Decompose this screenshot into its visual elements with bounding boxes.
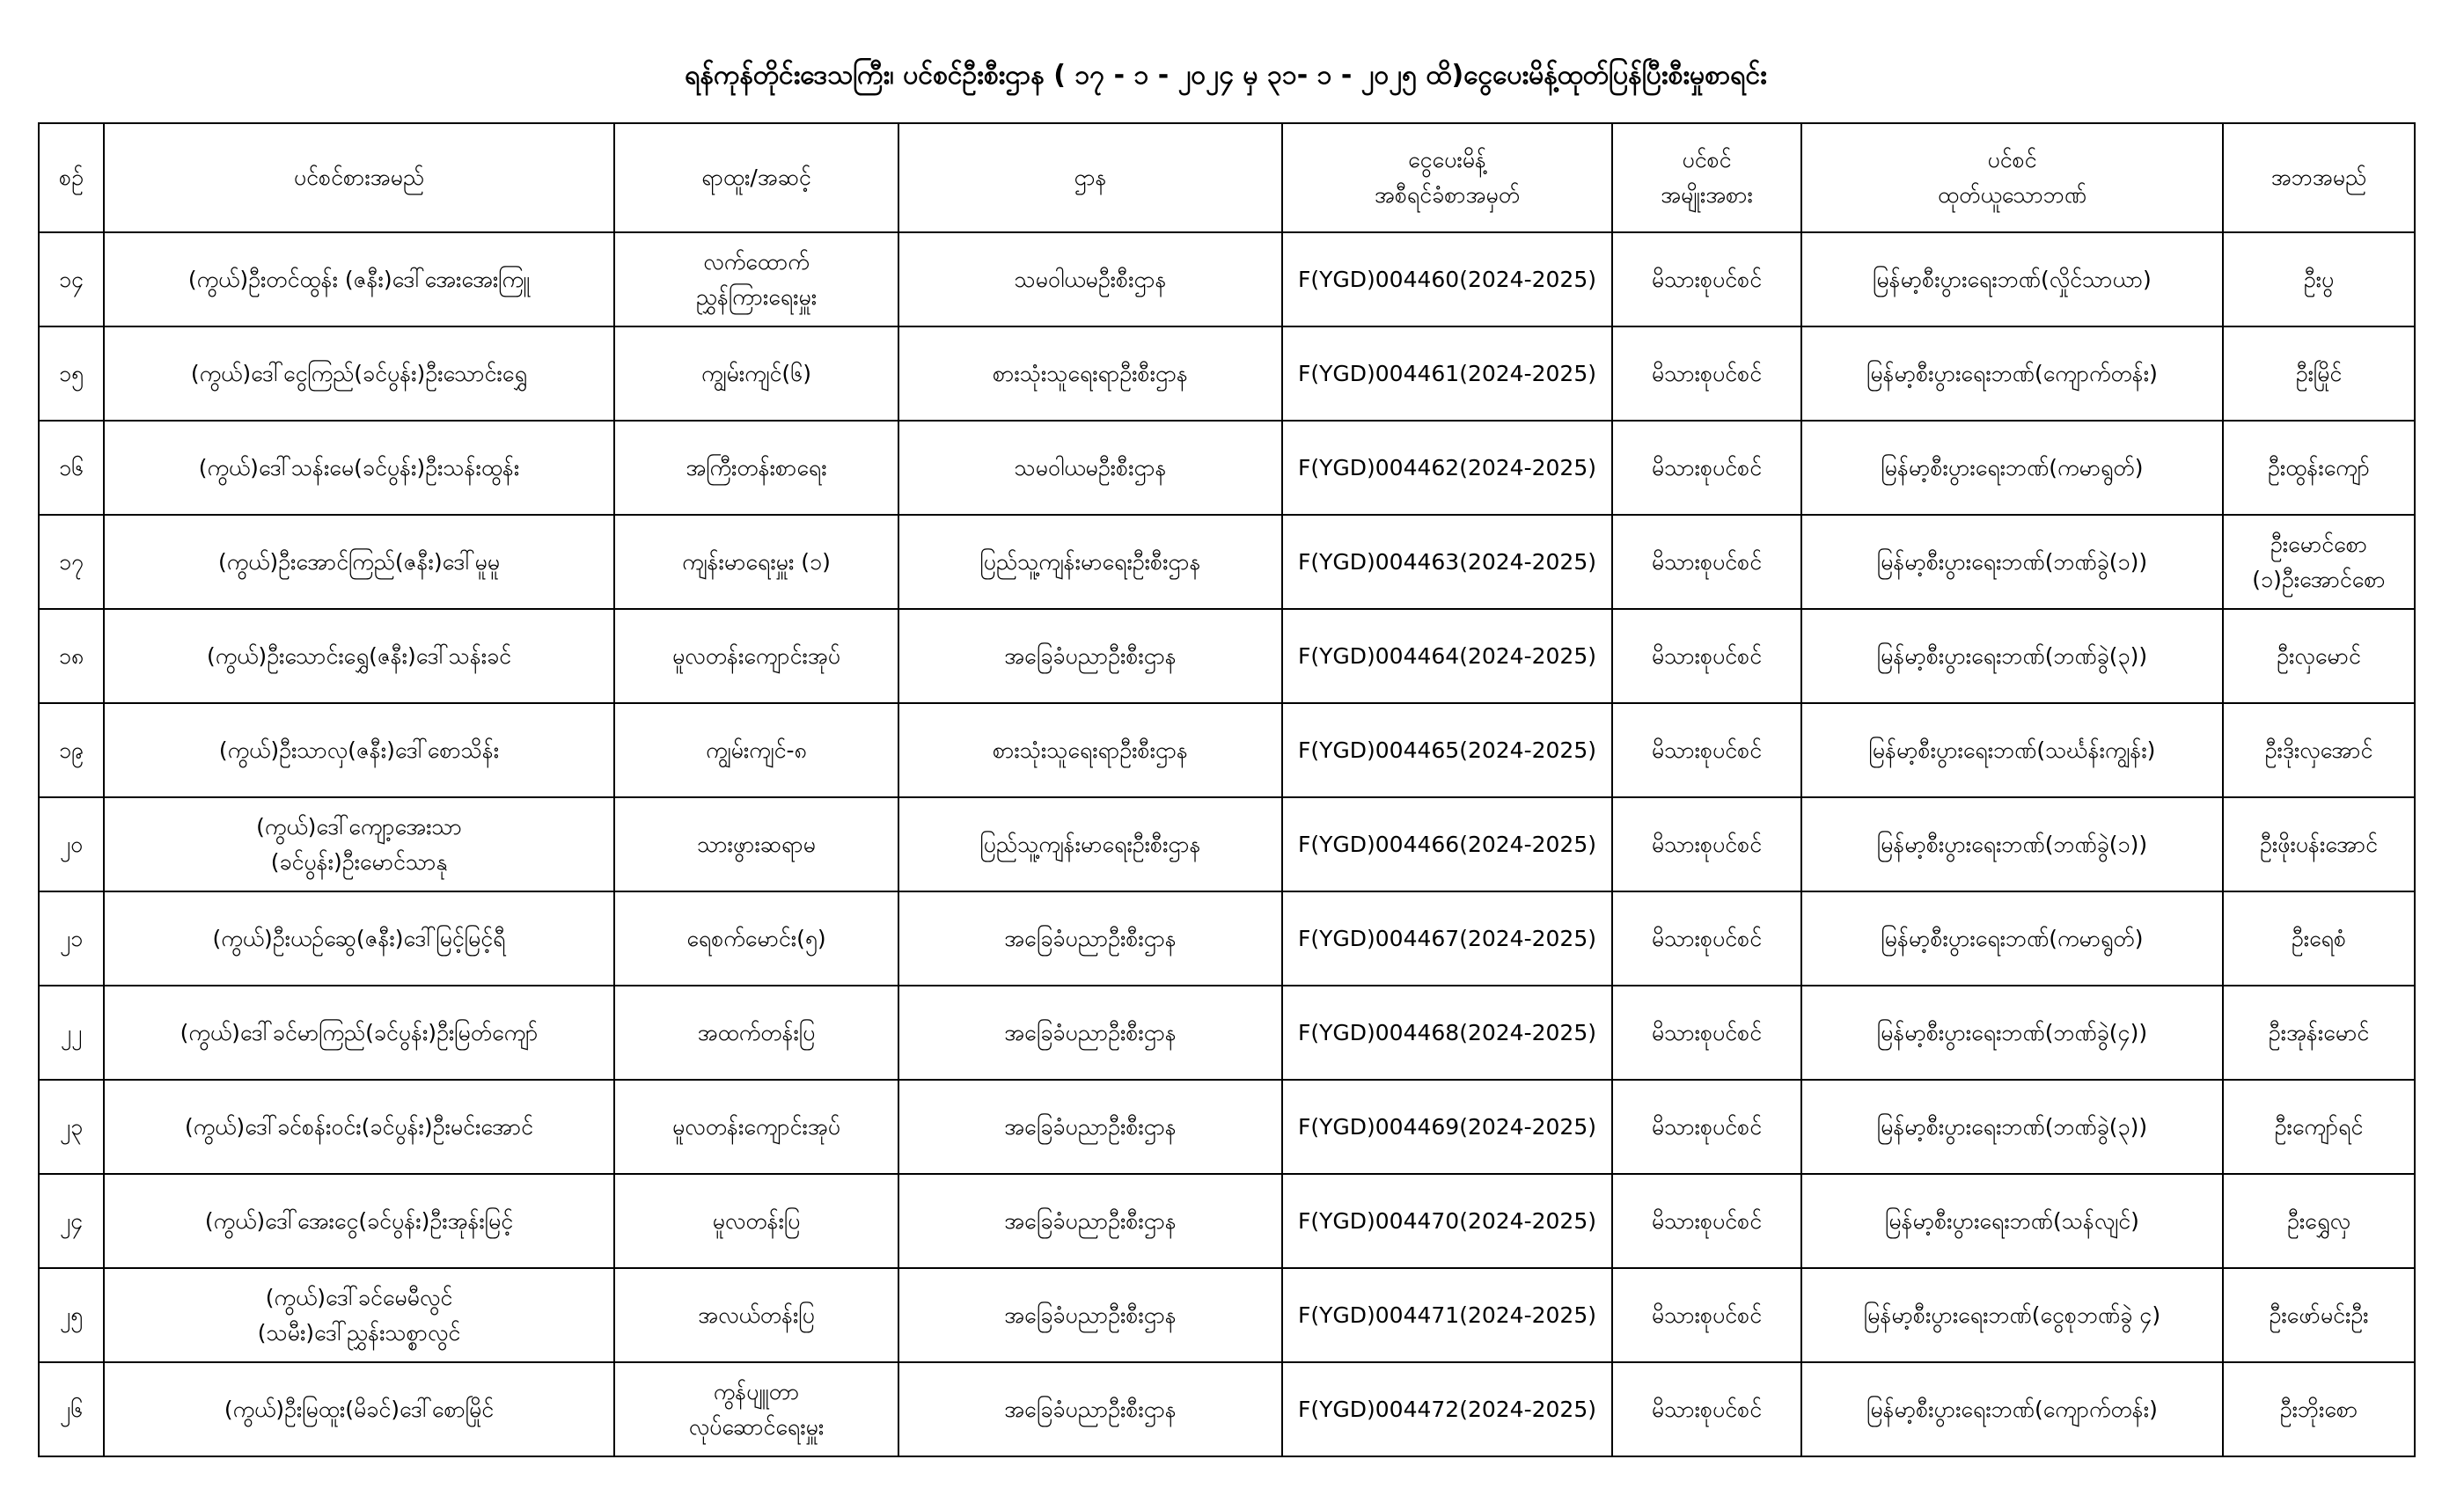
table-row: [39, 609, 2415, 703]
cell-serial-no: [39, 421, 104, 515]
cell-text: (ကွယ်)ဦးယဉ်ဆွေ(ဇနီး)ဒေါ်မြင့်မြင့်ရီ: [212, 925, 506, 951]
cell-pension-type: [1612, 232, 1801, 326]
cell-pension-bank: [1801, 1080, 2223, 1174]
cell-department: [898, 1362, 1282, 1456]
header-position-rank: [614, 123, 898, 232]
cell-text: မူလတန်းကျောင်းအုပ်: [671, 642, 841, 669]
cell-pensioner-name: [104, 986, 614, 1080]
table-row: [39, 1174, 2415, 1268]
cell-payment-order-report-no: [1282, 986, 1612, 1080]
cell-text: (ကွယ်)ဦးတင်ထွန်း (ဇနီး)ဒေါ်အေးအေးကြူ: [187, 266, 531, 292]
cell-pension-bank: [1801, 986, 2223, 1080]
cell-pension-type: [1612, 986, 1801, 1080]
cell-text: ဦးရွှေလှ: [2286, 1207, 2351, 1234]
header-label: ပင်စင်: [1987, 147, 2037, 172]
cell-payment-order-report-no: [1282, 515, 1612, 609]
cell-text: အခြေခံပညာဦးစီးဌာန: [1004, 1207, 1177, 1234]
cell-text: အလယ်တန်းပြ: [698, 1302, 815, 1328]
cell-text: အခြေခံပညာဦးစီးဌာန: [1004, 1113, 1177, 1140]
cell-pension-bank: [1801, 232, 2223, 326]
table-row: [39, 797, 2415, 891]
cell-text: ၂၂: [60, 1019, 83, 1045]
cell-text: ၁၆: [58, 454, 84, 480]
header-pensioner-name: [104, 123, 614, 232]
cell-text: (ကွယ်)ဒေါ်ခင်မေမီလွင်: [265, 1284, 453, 1310]
cell-text: ဦးရေစံ: [2291, 925, 2347, 951]
cell-pension-bank: [1801, 515, 2223, 609]
cell-text: ၁၄: [58, 266, 84, 292]
cell-text: မိသားစုပင်စင်: [1651, 360, 1763, 386]
table-row: [39, 232, 2415, 326]
cell-text: ဦးထွန်းကျော်: [2268, 454, 2370, 480]
cell-text: မြန်မာ့စီးပွားရေးဘဏ်(ဘဏ်ခွဲ(၁)): [1876, 831, 2148, 857]
header-label: ဌာန: [1074, 165, 1107, 190]
cell-text: ဦးလှမောင်: [2277, 642, 2361, 669]
cell-pensioner-name: [104, 1174, 614, 1268]
cell-text: ကျန်းမာရေးမှူး (၁): [682, 548, 831, 575]
cell-text: မိသားစုပင်စင်: [1651, 548, 1763, 575]
cell-text: မြန်မာ့စီးပွားရေးဘဏ်(သင်္ဃန်းကျွန်း): [1868, 737, 2156, 763]
cell-text: လုပ်ဆောင်ရေးမှူး: [688, 1413, 825, 1440]
cell-position-rank: [614, 703, 898, 797]
cell-text: F(YGD)004466(2024-2025): [1298, 831, 1596, 857]
page-title: ရန်ကုန်တိုင်းဒေသကြီး၊ ပင်စင်ဦးစီးဌာန ( ၁၇ - ၁ - ၂၀၂၄ မှ ၃၁- ၁ - ၂၀၂၅ ထိ)ငွေပေးမိန့်ထုတ်ပြန်ပြီးစီးမှုစာရင်း: [685, 60, 1767, 91]
cell-text: ၂၄: [59, 1207, 84, 1234]
cell-pension-type: [1612, 515, 1801, 609]
cell-text: ၂၀: [59, 831, 84, 857]
cell-father-name: [2223, 1174, 2415, 1268]
cell-position-rank: [614, 986, 898, 1080]
cell-text: ဦးကျော်ရင်: [2274, 1113, 2364, 1140]
cell-text: F(YGD)004472(2024-2025): [1298, 1396, 1596, 1422]
cell-text: ၁၈: [58, 642, 84, 669]
cell-text: (ကွယ်)ဦးအောင်ကြည်(ဇနီး)ဒေါ်မူမူ: [217, 548, 501, 575]
cell-text: စားသုံးသူရေးရာဦးစီးဌာန: [993, 360, 1188, 386]
cell-father-name: [2223, 703, 2415, 797]
cell-text: F(YGD)004460(2024-2025): [1298, 266, 1596, 292]
cell-father-name: [2223, 421, 2415, 515]
cell-text: မိသားစုပင်စင်: [1651, 1207, 1763, 1234]
cell-text: ၁၉: [58, 737, 84, 763]
cell-text: ၂၁: [59, 925, 84, 951]
table-row: [39, 1268, 2415, 1362]
cell-position-rank: [614, 515, 898, 609]
cell-position-rank: [614, 1174, 898, 1268]
cell-department: [898, 797, 1282, 891]
cell-father-name: [2223, 1362, 2415, 1456]
cell-text: မိသားစုပင်စင်: [1651, 266, 1763, 292]
cell-serial-no: [39, 703, 104, 797]
cell-text: အခြေခံပညာဦးစီးဌာန: [1004, 1302, 1177, 1328]
header-department: [898, 123, 1282, 232]
cell-position-rank: [614, 797, 898, 891]
cell-department: [898, 1080, 1282, 1174]
cell-text: မြန်မာ့စီးပွားရေးဘဏ်(သန်လျင်): [1885, 1207, 2139, 1234]
cell-text: မြန်မာ့စီးပွားရေးဘဏ်(ကျောက်တန်း): [1866, 1396, 2158, 1422]
cell-text: (ကွယ်)ဒေါ်ခင်စန်းဝင်း(ခင်ပွန်း)ဦးမင်းအောင်: [184, 1113, 534, 1140]
cell-pension-bank: [1801, 421, 2223, 515]
cell-pension-bank: [1801, 326, 2223, 421]
pension-list-table: [38, 122, 2416, 1457]
cell-payment-order-report-no: [1282, 326, 1612, 421]
cell-position-rank: [614, 326, 898, 421]
cell-text: ၂၃: [59, 1113, 84, 1140]
cell-father-name: [2223, 797, 2415, 891]
cell-pensioner-name: [104, 1362, 614, 1456]
table-row: [39, 986, 2415, 1080]
cell-text: သမဝါယမဦးစီးဌာန: [1014, 266, 1167, 292]
cell-payment-order-report-no: [1282, 609, 1612, 703]
header-label: အစီရင်ခံစာအမှတ်: [1374, 182, 1521, 208]
cell-father-name: [2223, 515, 2415, 609]
cell-text: F(YGD)004467(2024-2025): [1298, 925, 1596, 951]
header-label: ငွေပေးမိန့်: [1408, 147, 1486, 172]
cell-serial-no: [39, 1080, 104, 1174]
cell-serial-no: [39, 797, 104, 891]
cell-text: ဦးဘိုးစော: [2279, 1396, 2358, 1422]
cell-text: ကွန်ပျူတာ: [713, 1378, 800, 1404]
table-row: [39, 891, 2415, 986]
cell-serial-no: [39, 1174, 104, 1268]
cell-payment-order-report-no: [1282, 1268, 1612, 1362]
cell-pension-type: [1612, 1080, 1801, 1174]
cell-text: မြန်မာ့စီးပွားရေးဘဏ်(လှိုင်သာယာ): [1873, 266, 2152, 292]
header-label: အဘအမည်: [2270, 165, 2367, 190]
cell-position-rank: [614, 232, 898, 326]
cell-text: မြန်မာ့စီးပွားရေးဘဏ်(ငွေစုဘဏ်ခွဲ ၄): [1863, 1302, 2161, 1328]
cell-text: မိသားစုပင်စင်: [1651, 831, 1763, 857]
table-row: [39, 326, 2415, 421]
header-label: အမျိုးအစား: [1661, 182, 1753, 208]
cell-department: [898, 515, 1282, 609]
cell-serial-no: [39, 609, 104, 703]
cell-serial-no: [39, 986, 104, 1080]
cell-text: အထက်တန်းပြ: [697, 1019, 816, 1045]
cell-text: ရေစက်မောင်း(၅): [686, 925, 826, 951]
cell-pension-type: [1612, 891, 1801, 986]
cell-text: F(YGD)004463(2024-2025): [1298, 548, 1596, 575]
cell-text: မိသားစုပင်စင်: [1651, 1019, 1763, 1045]
cell-text: (ကွယ်)ဒေါ်သန်းမေ(ခင်ပွန်း)ဦးသန်းထွန်း: [198, 454, 520, 480]
header-father-name: [2223, 123, 2415, 232]
table-body: [39, 232, 2415, 1456]
cell-serial-no: [39, 232, 104, 326]
header-label: ပင်စင်: [1682, 147, 1732, 172]
cell-text: မြန်မာ့စီးပွားရေးဘဏ်(ကမာရွတ်): [1881, 925, 2144, 951]
cell-text: ညွှန်ကြားရေးမှူး: [695, 283, 818, 310]
cell-department: [898, 609, 1282, 703]
cell-text: အခြေခံပညာဦးစီးဌာန: [1004, 1396, 1177, 1422]
cell-father-name: [2223, 609, 2415, 703]
cell-text: မူလတန်းပြ: [712, 1207, 801, 1234]
cell-text: ဦးပွ: [2303, 266, 2335, 292]
cell-pension-bank: [1801, 1362, 2223, 1456]
cell-text: F(YGD)004462(2024-2025): [1298, 454, 1596, 480]
cell-text: ဦးဖော်မင်းဦး: [2269, 1302, 2369, 1328]
cell-pension-bank: [1801, 703, 2223, 797]
cell-text: မိသားစုပင်စင်: [1651, 925, 1763, 951]
cell-text: သမဝါယမဦးစီးဌာန: [1014, 454, 1167, 480]
cell-text: F(YGD)004464(2024-2025): [1298, 642, 1596, 669]
table-row: [39, 421, 2415, 515]
cell-pension-type: [1612, 1174, 1801, 1268]
cell-text: F(YGD)004469(2024-2025): [1298, 1113, 1596, 1140]
cell-text: ကျွမ်းကျင်-၈: [706, 737, 807, 763]
cell-payment-order-report-no: [1282, 797, 1612, 891]
cell-text: မိသားစုပင်စင်: [1651, 1302, 1763, 1328]
cell-text: ၂၅: [59, 1302, 84, 1328]
cell-text: (ကွယ်)ဦးသာလှ(ဇနီး)ဒေါ်စောသိန်း: [218, 737, 500, 763]
cell-serial-no: [39, 515, 104, 609]
cell-pension-type: [1612, 797, 1801, 891]
cell-text: ဦးအုန်းမောင်: [2268, 1019, 2370, 1045]
cell-father-name: [2223, 1080, 2415, 1174]
cell-text: (ကွယ်)ဒေါ်ကျော့အေးသာ: [256, 813, 462, 840]
cell-pensioner-name: [104, 891, 614, 986]
cell-payment-order-report-no: [1282, 1362, 1612, 1456]
cell-text: ၂၆: [59, 1396, 84, 1422]
cell-text: မိသားစုပင်စင်: [1651, 454, 1763, 480]
cell-text: (သမီး)ဒေါ်ညွှန်းသစ္စာလွင်: [257, 1319, 461, 1346]
cell-pension-bank: [1801, 1268, 2223, 1362]
cell-pension-type: [1612, 1362, 1801, 1456]
cell-text: F(YGD)004461(2024-2025): [1298, 360, 1596, 386]
cell-text: ပြည်သူ့ကျန်းမာရေးဦးစီးဌာန: [979, 548, 1201, 575]
cell-pensioner-name: [104, 515, 614, 609]
cell-text: မြန်မာ့စီးပွားရေးဘဏ်(ဘဏ်ခွဲ(၄)): [1876, 1019, 2148, 1045]
cell-pensioner-name: [104, 421, 614, 515]
cell-payment-order-report-no: [1282, 1080, 1612, 1174]
cell-pension-type: [1612, 703, 1801, 797]
cell-position-rank: [614, 1080, 898, 1174]
header-payment-order-report-no: [1282, 123, 1612, 232]
cell-father-name: [2223, 1268, 2415, 1362]
cell-text: (ကွယ်)ဦးမြထူး(မိခင်)ဒေါ်စောမြိုင်: [224, 1396, 495, 1422]
cell-pension-type: [1612, 421, 1801, 515]
cell-serial-no: [39, 326, 104, 421]
cell-father-name: [2223, 891, 2415, 986]
cell-serial-no: [39, 1362, 104, 1456]
cell-pension-type: [1612, 326, 1801, 421]
cell-text: မိသားစုပင်စင်: [1651, 737, 1763, 763]
cell-position-rank: [614, 1362, 898, 1456]
cell-text: မြန်မာ့စီးပွားရေးဘဏ်(ဘဏ်ခွဲ(၃)): [1876, 642, 2148, 669]
cell-department: [898, 891, 1282, 986]
table-row: [39, 515, 2415, 609]
header-label: ထုတ်ယူသောဘဏ်: [1937, 182, 2087, 208]
cell-text: ဦးမြိုင်: [2295, 360, 2343, 386]
cell-payment-order-report-no: [1282, 232, 1612, 326]
cell-text: F(YGD)004468(2024-2025): [1298, 1019, 1596, 1045]
cell-pensioner-name: [104, 1080, 614, 1174]
header-label: ပင်စင်စားအမည်: [293, 165, 425, 190]
cell-text: လက်ထောက်: [703, 248, 810, 275]
cell-text: အခြေခံပညာဦးစီးဌာန: [1004, 925, 1177, 951]
cell-text: (ကွယ်)ဒေါ်ငွေကြည်(ခင်ပွန်း)ဦးသောင်းရွှေ: [190, 360, 528, 386]
cell-father-name: [2223, 986, 2415, 1080]
cell-pension-bank: [1801, 891, 2223, 986]
cell-pensioner-name: [104, 797, 614, 891]
cell-text: (ကွယ်)ဦးသောင်းရွှေ(ဇနီး)ဒေါ်သန်းခင်: [206, 642, 512, 669]
cell-department: [898, 232, 1282, 326]
cell-payment-order-report-no: [1282, 703, 1612, 797]
cell-payment-order-report-no: [1282, 891, 1612, 986]
cell-department: [898, 1174, 1282, 1268]
cell-department: [898, 1268, 1282, 1362]
header-pension-bank: [1801, 123, 2223, 232]
cell-text: (ကွယ်)ဒေါ်ခင်မာကြည်(ခင်ပွန်း)ဦးမြတ်ကျော်: [180, 1019, 539, 1045]
cell-department: [898, 703, 1282, 797]
cell-text: ၁၇: [58, 548, 84, 575]
cell-pensioner-name: [104, 1268, 614, 1362]
cell-text: F(YGD)004465(2024-2025): [1298, 737, 1596, 763]
cell-text: ၁၅: [58, 360, 84, 386]
cell-text: ဦးဖိုးပန်းအောင်: [2259, 831, 2379, 857]
cell-text: အခြေခံပညာဦးစီးဌာန: [1004, 1019, 1177, 1045]
cell-text: မိသားစုပင်စင်: [1651, 1396, 1763, 1422]
cell-pensioner-name: [104, 703, 614, 797]
cell-text: ဦးဒိုးလှအောင်: [2264, 737, 2373, 763]
table-row: [39, 1362, 2415, 1456]
cell-text: အကြီးတန်းစာရေး: [686, 454, 827, 480]
cell-text: မြန်မာ့စီးပွားရေးဘဏ်(ကမာရွတ်): [1881, 454, 2144, 480]
cell-payment-order-report-no: [1282, 421, 1612, 515]
cell-text: (ကွယ်)ဒေါ်အေးငွေ(ခင်ပွန်း)ဦးအုန်းမြင့်: [204, 1207, 514, 1234]
cell-serial-no: [39, 891, 104, 986]
cell-pension-bank: [1801, 1174, 2223, 1268]
cell-text: F(YGD)004471(2024-2025): [1298, 1302, 1596, 1328]
cell-payment-order-report-no: [1282, 1174, 1612, 1268]
cell-text: ဦးမောင်စော: [2270, 531, 2368, 557]
header-label: စဉ်: [59, 165, 84, 190]
cell-position-rank: [614, 421, 898, 515]
table-row: [39, 1080, 2415, 1174]
cell-text: အခြေခံပညာဦးစီးဌာန: [1004, 642, 1177, 669]
header-label: ရာထူး/အဆင့်: [701, 165, 811, 190]
cell-text: စားသုံးသူရေးရာဦးစီးဌာန: [993, 737, 1188, 763]
cell-position-rank: [614, 1268, 898, 1362]
cell-text: မိသားစုပင်စင်: [1651, 642, 1763, 669]
cell-text: မြန်မာ့စီးပွားရေးဘဏ်(ကျောက်တန်း): [1866, 360, 2158, 386]
cell-text: မြန်မာ့စီးပွားရေးဘဏ်(ဘဏ်ခွဲ(၁)): [1876, 548, 2148, 575]
cell-text: (ခင်ပွန်း)ဦးမောင်သာနု: [270, 848, 448, 875]
cell-text: မူလတန်းကျောင်းအုပ်: [671, 1113, 841, 1140]
cell-text: ပြည်သူ့ကျန်းမာရေးဦးစီးဌာန: [979, 831, 1201, 857]
cell-position-rank: [614, 609, 898, 703]
cell-father-name: [2223, 326, 2415, 421]
header-serial-no: [39, 123, 104, 232]
header-row: [39, 123, 2415, 232]
cell-text: သားဖွားဆရာမ: [697, 831, 816, 857]
cell-department: [898, 986, 1282, 1080]
cell-pensioner-name: [104, 232, 614, 326]
cell-text: မိသားစုပင်စင်: [1651, 1113, 1763, 1140]
cell-text: (၁)ဦးအောင်စော: [2252, 566, 2386, 592]
table-header: [39, 123, 2415, 232]
header-pension-type: [1612, 123, 1801, 232]
cell-pension-bank: [1801, 609, 2223, 703]
cell-father-name: [2223, 232, 2415, 326]
cell-pension-type: [1612, 609, 1801, 703]
cell-position-rank: [614, 891, 898, 986]
cell-pensioner-name: [104, 326, 614, 421]
cell-text: မြန်မာ့စီးပွားရေးဘဏ်(ဘဏ်ခွဲ(၃)): [1876, 1113, 2148, 1140]
cell-text: F(YGD)004470(2024-2025): [1298, 1207, 1596, 1234]
cell-text: ကျွမ်းကျင်(၆): [701, 360, 811, 386]
cell-pensioner-name: [104, 609, 614, 703]
cell-department: [898, 421, 1282, 515]
cell-department: [898, 326, 1282, 421]
table-row: [39, 703, 2415, 797]
cell-serial-no: [39, 1268, 104, 1362]
cell-pension-bank: [1801, 797, 2223, 891]
cell-pension-type: [1612, 1268, 1801, 1362]
